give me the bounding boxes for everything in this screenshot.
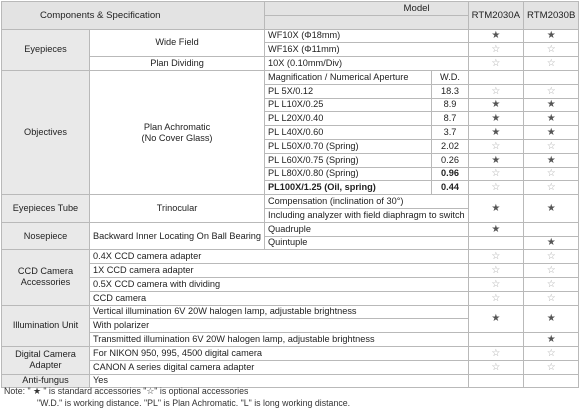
- anti-fungus-label: Anti-fungus: [2, 374, 90, 388]
- table-row: [2, 70, 579, 84]
- optional-star-icon: ☆: [468, 277, 523, 291]
- empty-cell: [468, 236, 523, 250]
- row-name: Quadruple: [265, 222, 469, 236]
- row-name: Compensation (inclination of 30°): [265, 195, 469, 209]
- row-name: PL L60X/0.75 (Spring): [265, 153, 432, 167]
- standard-star-icon: ★: [524, 126, 579, 140]
- optional-star-icon: ☆: [524, 291, 579, 305]
- row-name: Quintuple: [265, 236, 469, 250]
- optional-star-icon: ☆: [524, 43, 579, 57]
- row-name: With polarizer: [90, 319, 469, 333]
- empty-cell: [468, 70, 523, 84]
- row-wd: 0.26: [432, 153, 468, 167]
- row-name: PL L40X/0.60: [265, 126, 432, 140]
- standard-star-icon: ★: [468, 112, 523, 126]
- eyepieces-label: Eyepieces: [2, 29, 90, 70]
- row-name: WF10X (Φ18mm): [265, 29, 469, 43]
- eyepieces-tube-label: Eyepieces Tube: [2, 195, 90, 223]
- standard-star-icon: ★: [468, 153, 523, 167]
- optional-star-icon: ☆: [468, 167, 523, 181]
- row-name: PL L20X/0.40: [265, 112, 432, 126]
- spec-table: [1, 1, 579, 388]
- row-name: 10X (0.10mm/Div): [265, 57, 469, 71]
- standard-star-icon: ★: [468, 98, 523, 112]
- row-name: CANON A series digital camera adapter: [90, 360, 469, 374]
- anti-fungus-value: Yes: [90, 374, 469, 388]
- row-wd: 2.02: [432, 139, 468, 153]
- objective-type-line2: (No Cover Glass): [141, 132, 213, 143]
- optional-star-icon: ☆: [468, 360, 523, 374]
- table-row: [2, 346, 579, 360]
- row-name: 0.4X CCD camera adapter: [90, 250, 469, 264]
- model-a-header: RTM2030A: [468, 2, 523, 30]
- empty-cell: [468, 374, 523, 388]
- optional-star-icon: ☆: [524, 139, 579, 153]
- wd-header: W.D.: [432, 70, 468, 84]
- table-row: [2, 222, 579, 236]
- model-b-header: RTM2030B: [524, 2, 579, 30]
- ccd-label-line2: Accessories: [20, 277, 71, 288]
- row-wd: 0.44: [432, 181, 468, 195]
- note-line-2: "W.D." is working distance. "PL" is Plan Achromatic. "L" is long working distance.: [37, 397, 351, 408]
- digital-camera-label-line2: Adapter: [29, 360, 62, 371]
- standard-star-icon: ★: [524, 153, 579, 167]
- row-name: PL100X/1.25 (Oil, spring): [265, 181, 432, 195]
- standard-star-icon: ★: [468, 29, 523, 43]
- row-wd: 8.7: [432, 112, 468, 126]
- illumination-label: Illumination Unit: [2, 305, 90, 346]
- optional-star-icon: ☆: [468, 43, 523, 57]
- standard-star-icon: ★: [524, 236, 579, 250]
- row-name: WF16X (Φ11mm): [265, 43, 469, 57]
- row-wd: 3.7: [432, 126, 468, 140]
- optional-star-icon: ☆: [468, 291, 523, 305]
- notes: [4, 386, 350, 409]
- row-name: CCD camera: [90, 291, 469, 305]
- optional-star-icon: ☆: [468, 139, 523, 153]
- row-name: 0.5X CCD camera with dividing: [90, 277, 469, 291]
- optional-star-icon: ☆: [524, 57, 579, 71]
- standard-star-icon: ★: [468, 126, 523, 140]
- row-name: 1X CCD camera adapter: [90, 264, 469, 278]
- wide-field-label: Wide Field: [90, 29, 265, 57]
- standard-star-icon: ★: [468, 305, 523, 333]
- empty-cell: [524, 222, 579, 236]
- optional-star-icon: ☆: [468, 181, 523, 195]
- row-wd: 0.96: [432, 167, 468, 181]
- standard-star-icon: ★: [524, 29, 579, 43]
- row-name: PL L80X/0.80 (Spring): [265, 167, 432, 181]
- ccd-label: [2, 250, 90, 305]
- optional-star-icon: ☆: [524, 264, 579, 278]
- optional-star-icon: ☆: [468, 346, 523, 360]
- optional-star-icon: ☆: [524, 250, 579, 264]
- table-row: [2, 250, 579, 264]
- optional-star-icon: ☆: [468, 57, 523, 71]
- empty-cell: [524, 374, 579, 388]
- digital-camera-label: [2, 346, 90, 374]
- table-row: [2, 305, 579, 319]
- optional-star-icon: ☆: [524, 167, 579, 181]
- table-row: [2, 29, 579, 43]
- standard-star-icon: ★: [468, 195, 523, 223]
- ccd-label-line1: CCD Camera: [17, 266, 74, 277]
- optional-star-icon: ☆: [468, 84, 523, 98]
- magnification-header: Magnification / Numerical Aperture: [265, 70, 432, 84]
- optional-star-icon: ☆: [468, 250, 523, 264]
- standard-star-icon: ★: [524, 333, 579, 347]
- components-header: Components & Specification: [2, 2, 265, 30]
- digital-camera-label-line1: Digital Camera: [15, 349, 76, 360]
- optional-star-icon: ☆: [524, 277, 579, 291]
- plan-dividing-label: Plan Dividing: [90, 57, 265, 71]
- standard-star-icon: ★: [524, 98, 579, 112]
- trinocular-label: Trinocular: [90, 195, 265, 223]
- standard-star-icon: ★: [468, 222, 523, 236]
- optional-star-icon: ☆: [468, 264, 523, 278]
- row-name: PL L50X/0.70 (Spring): [265, 139, 432, 153]
- row-name: For NIKON 950, 995, 4500 digital camera: [90, 346, 469, 360]
- header-spacer: [265, 15, 469, 29]
- row-name: PL L10X/0.25: [265, 98, 432, 112]
- row-name: Including analyzer with field diaphragm to switch: [265, 208, 469, 222]
- optional-star-icon: ☆: [524, 346, 579, 360]
- header-row-top: [2, 2, 579, 16]
- standard-star-icon: ★: [524, 195, 579, 223]
- row-name: Transmitted illumination 6V 20W halogen lamp, adjustable brightness: [90, 333, 469, 347]
- empty-cell: [468, 333, 523, 347]
- optional-star-icon: ☆: [524, 360, 579, 374]
- optional-star-icon: ☆: [524, 181, 579, 195]
- note-line-1: Note: " ★ " is standard accessories "☆" is optional accessories: [4, 386, 249, 396]
- plan-achromatic-label: [90, 70, 265, 194]
- row-name: Vertical illumination 6V 20W halogen lamp, adjustable brightness: [90, 305, 469, 319]
- objective-type-line1: Plan Achromatic: [143, 121, 211, 132]
- empty-cell: [524, 70, 579, 84]
- model-header: Model: [265, 2, 469, 16]
- optional-star-icon: ☆: [524, 84, 579, 98]
- table-row: [2, 195, 579, 209]
- objectives-label: Objectives: [2, 70, 90, 194]
- row-name: PL 5X/0.12: [265, 84, 432, 98]
- nosepiece-type: Backward Inner Locating On Ball Bearing: [90, 222, 265, 250]
- row-wd: 8.9: [432, 98, 468, 112]
- standard-star-icon: ★: [524, 305, 579, 333]
- nosepiece-label: Nosepiece: [2, 222, 90, 250]
- row-wd: 18.3: [432, 84, 468, 98]
- standard-star-icon: ★: [524, 112, 579, 126]
